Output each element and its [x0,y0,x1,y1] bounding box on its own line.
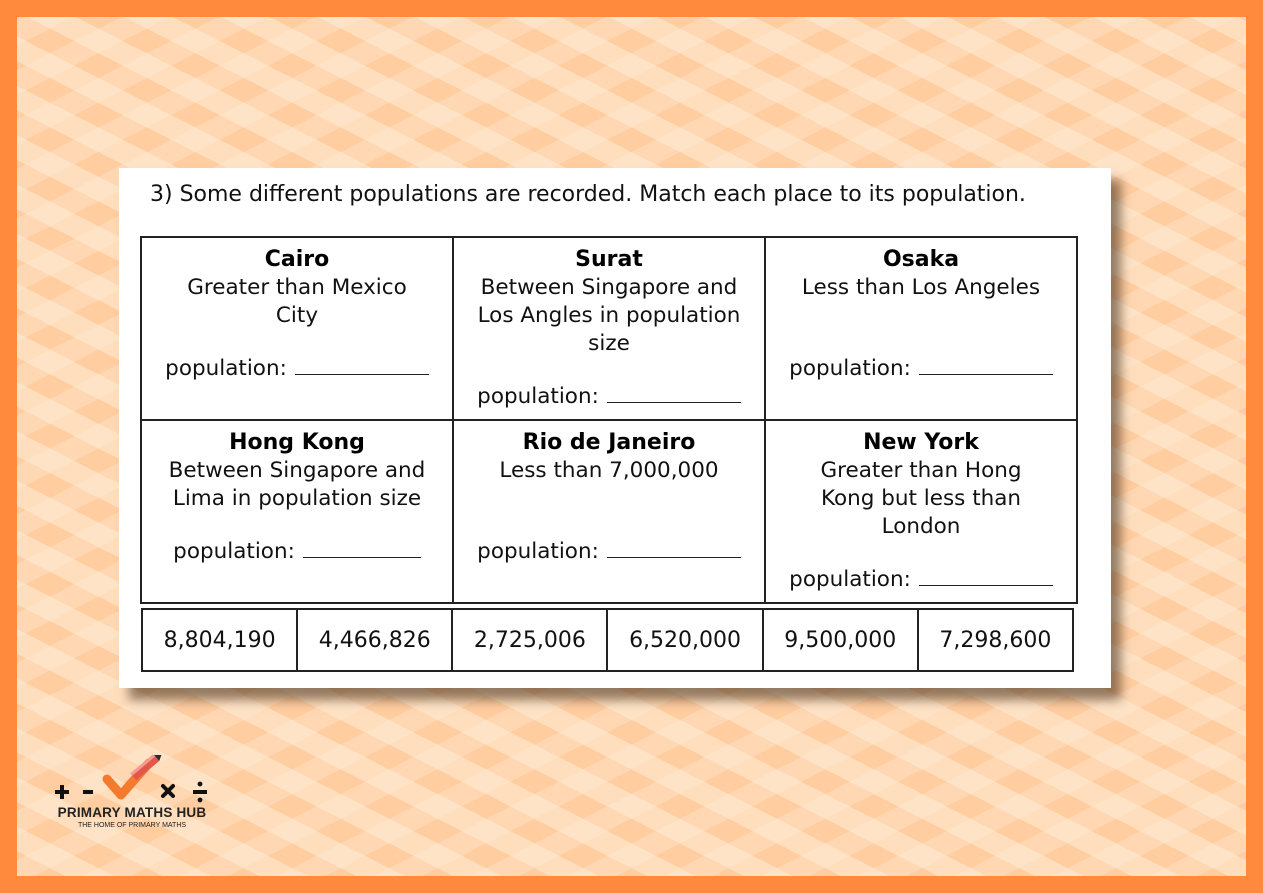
population-blank[interactable] [919,356,1053,375]
place-clue: Less than 7,000,000 [499,458,719,483]
population-blank[interactable] [295,356,429,375]
question-text: 3) Some different populations are recorded. Match each place to its population. [150,182,1026,207]
place-name: Hong Kong [229,430,365,455]
population-blank[interactable] [919,567,1053,586]
place-clue: Greater than Mexico City [187,275,407,328]
logo-title: PRIMARY MATHS HUB [57,805,207,820]
place-cell-osaka [765,237,1077,420]
logo-subtitle: THE HOME OF PRIMARY MATHS [77,822,187,829]
place-name: Osaka [882,247,960,272]
population-label: population: [165,356,287,381]
place-clue: Between Singapore and Los Angles in population size [477,275,741,356]
population-label: population: [173,539,295,564]
place-cell-hong-kong [141,420,453,603]
population-blank[interactable] [607,539,741,558]
place-cell-cairo [141,237,453,420]
place-name: Rio de Janeiro [522,430,696,455]
maths-symbols-icon [45,755,225,805]
answer-option[interactable]: 7,298,600 [918,609,1073,671]
place-clue: Less than Los Angeles [801,275,1041,300]
population-line [454,384,764,409]
place-clue: Greater than Hong Kong but less than London [820,458,1022,539]
population-line [142,539,452,564]
population-label: population: [477,539,599,564]
answer-option[interactable]: 9,500,000 [763,609,918,671]
worksheet-card [119,168,1111,688]
place-clue: Between Singapore and Lima in population size [168,458,426,511]
answer-option[interactable]: 6,520,000 [607,609,762,671]
place-name: Surat [575,247,643,272]
place-cell-surat [453,237,765,420]
population-label: population: [789,567,911,592]
population-label: population: [789,356,911,381]
population-line [766,356,1076,381]
answer-bank [141,608,1074,672]
population-label: population: [477,384,599,409]
answer-option[interactable]: 2,725,006 [452,609,607,671]
place-name: New York [863,430,979,455]
population-line [766,567,1076,592]
places-grid [140,236,1078,604]
answer-option[interactable]: 8,804,190 [142,609,297,671]
primary-maths-hub-logo [45,755,225,835]
place-cell-new-york [765,420,1077,603]
place-name: Cairo [264,247,330,272]
population-blank[interactable] [607,384,741,403]
population-line [142,356,452,381]
population-line [454,539,764,564]
answer-option[interactable]: 4,466,826 [297,609,452,671]
place-cell-rio [453,420,765,603]
population-blank[interactable] [303,539,421,558]
